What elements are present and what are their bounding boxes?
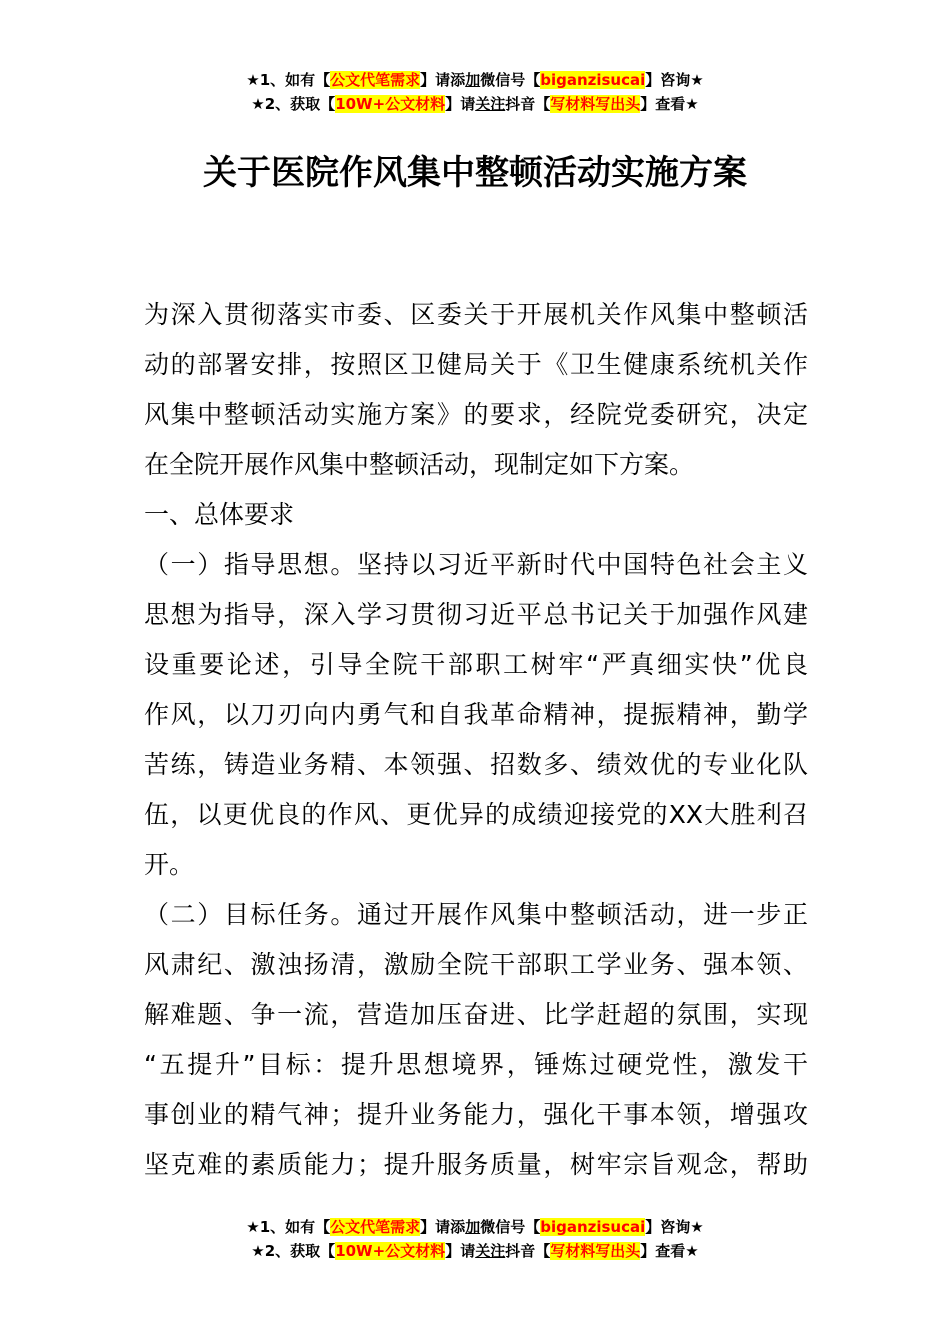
promo-text: ★2、获取【 [251, 1242, 336, 1260]
body-line: 思想为指导，深入学习贯彻习近平总书记关于加强作风建 [144, 600, 808, 629]
promo-highlight: 写材料写出头 [550, 95, 641, 113]
promo-highlight: biganzisucai [540, 1218, 646, 1236]
body-line: 风肃纪、激浊扬清，激励全院干部职工学业务、强本领、 [144, 950, 808, 979]
promo-text: 】咨询★ [645, 1218, 704, 1236]
body-line: 作风，以刀刃向内勇气和自我革命精神，提振精神，勤学 [144, 700, 808, 729]
body-line: 解难题、争一流，营造加压奋进、比学赶超的氛围，实现 [144, 1000, 808, 1029]
promo-text: 】查看★ [640, 1242, 699, 1260]
promo-text: 微信号【 [480, 71, 541, 89]
body-line: 设重要论述，引导全院干部职工树牢“严真细实快”优良 [144, 650, 808, 679]
promo-text: 抖音【 [505, 1242, 551, 1260]
promo-text: 】请添 [420, 71, 466, 89]
body-line: 在全院开展作风集中整顿活动，现制定如下方案。 [144, 450, 695, 479]
promo-highlight: 公文代笔需求 [330, 71, 421, 89]
promo-line-2 [0, 92, 950, 116]
promo-highlight: 10W+公文材料 [335, 1242, 446, 1260]
body-line: 苦练，铸造业务精、本领强、招数多、绩效优的专业化队 [144, 750, 808, 779]
body-line: 动的部署安排，按照区卫健局关于《卫生健康系统机关作 [144, 350, 808, 379]
body-line: “五提升”目标：提升思想境界，锤炼过硬党性，激发干 [144, 1050, 808, 1079]
promo-highlight: 公文代笔需求 [330, 1218, 421, 1236]
body-line: 坚克难的素质能力；提升服务质量，树牢宗旨观念，帮助 [144, 1150, 808, 1179]
promo-banner-top [0, 68, 950, 116]
promo-underlined-text: 关注 [475, 95, 506, 113]
body-line: 开。 [144, 850, 195, 879]
promo-underlined-text: 加 [465, 71, 481, 89]
body-line: 风集中整顿活动实施方案》的要求，经院党委研究，决定 [144, 400, 808, 429]
promo-highlight: 写材料写出头 [550, 1242, 641, 1260]
promo-line-1 [0, 68, 950, 92]
promo-text: 】请添 [420, 1218, 466, 1236]
promo-underlined-text: 加 [465, 1218, 481, 1236]
promo-text: 】请 [445, 95, 476, 113]
promo-text: 】查看★ [640, 95, 699, 113]
promo-text: 】请 [445, 1242, 476, 1260]
promo-line-2 [0, 1239, 950, 1263]
promo-highlight: 10W+公文材料 [335, 95, 446, 113]
promo-text: ★2、获取【 [251, 95, 336, 113]
body-line: （一）指导思想。坚持以习近平新时代中国特色社会主义 [144, 550, 808, 579]
promo-text: 抖音【 [505, 95, 551, 113]
body-line: （二）目标任务。通过开展作风集中整顿活动，进一步正 [144, 900, 808, 929]
body-line: 为深入贯彻落实市委、区委关于开展机关作风集中整顿活 [144, 300, 808, 329]
body-line: 伍，以更优良的作风、更优异的成绩迎接党的XX大胜利召 [144, 800, 808, 829]
promo-highlight: biganzisucai [540, 71, 646, 89]
promo-line-1 [0, 1215, 950, 1239]
promo-text: 】咨询★ [645, 71, 704, 89]
promo-text: ★1、如有【 [246, 1218, 331, 1236]
promo-banner-bottom [0, 1215, 950, 1263]
promo-text: ★1、如有【 [246, 71, 331, 89]
section-heading: 一、总体要求 [144, 500, 295, 529]
document-title: 关于医院作风集中整顿活动实施方案 [203, 153, 747, 193]
promo-text: 微信号【 [480, 1218, 541, 1236]
promo-underlined-text: 关注 [475, 1242, 506, 1260]
document-body [144, 290, 808, 1190]
body-line: 事创业的精气神；提升业务能力，强化干事本领，增强攻 [144, 1100, 808, 1129]
